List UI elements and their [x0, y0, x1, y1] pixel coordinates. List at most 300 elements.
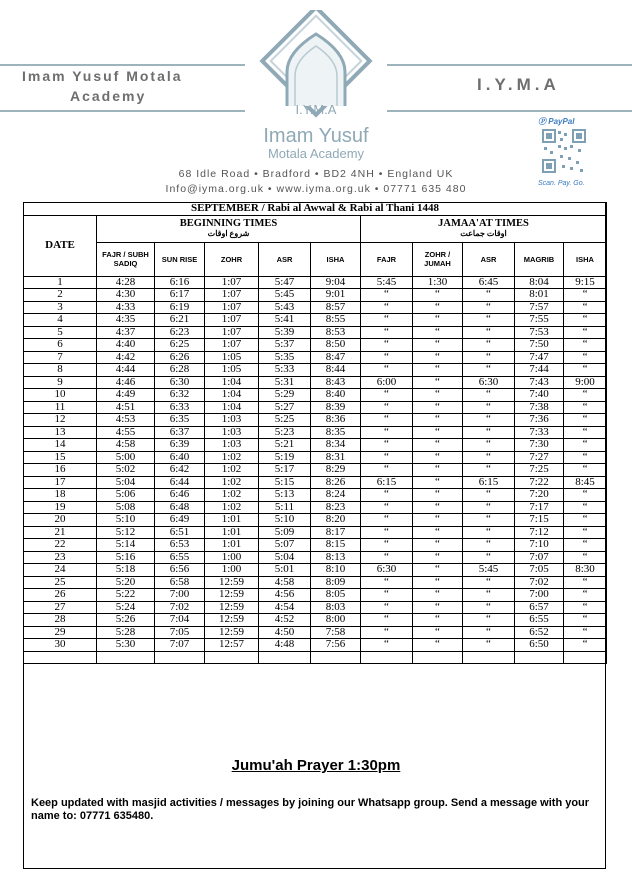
table-row	[24, 626, 607, 639]
time-cell: 6:15	[361, 476, 413, 489]
time-cell: 7:30	[515, 439, 564, 452]
time-cell: 6:37	[155, 426, 205, 439]
time-cell: 1:01	[205, 526, 259, 539]
blank-cell	[155, 651, 205, 664]
time-cell: “	[361, 514, 413, 527]
time-cell: 6:26	[155, 351, 205, 364]
time-cell: 6:33	[155, 401, 205, 414]
time-cell: “	[564, 514, 607, 527]
table-row	[24, 564, 607, 577]
blank-cell	[97, 651, 155, 664]
time-cell: 5:12	[97, 526, 155, 539]
col-header-zohr-jamaat: ZOHR / JUMAH	[413, 242, 463, 276]
time-cell: 1:02	[205, 451, 259, 464]
time-cell: 9:15	[564, 276, 607, 289]
time-cell: 5:47	[259, 276, 311, 289]
time-cell: “	[564, 589, 607, 602]
time-cell: 6:32	[155, 389, 205, 402]
time-cell: 6:23	[155, 326, 205, 339]
table-row	[24, 526, 607, 539]
blank-cell	[259, 651, 311, 664]
time-cell: 9:00	[564, 376, 607, 389]
time-cell: 8:57	[311, 301, 361, 314]
time-cell: “	[413, 551, 463, 564]
academy-logo-icon	[245, 10, 387, 130]
time-cell: 5:45	[361, 276, 413, 289]
time-cell: “	[564, 639, 607, 652]
blank-cell	[205, 651, 259, 664]
time-cell: “	[564, 501, 607, 514]
col-header-sunrise: SUN RISE	[155, 242, 205, 276]
time-cell: 7:50	[515, 339, 564, 352]
time-cell: 8:03	[311, 601, 361, 614]
date-cell: 10	[24, 389, 97, 402]
time-cell: 12:59	[205, 576, 259, 589]
col-header-fajr-jamaat: FAJR	[361, 242, 413, 276]
time-cell: 5:10	[259, 514, 311, 527]
time-cell: “	[463, 289, 515, 302]
time-cell: 7:43	[515, 376, 564, 389]
time-cell: 5:07	[259, 539, 311, 552]
time-cell: 8:35	[311, 426, 361, 439]
time-cell: 7:15	[515, 514, 564, 527]
date-cell: 30	[24, 639, 97, 652]
time-cell: 6:42	[155, 464, 205, 477]
paypal-caption: Scan. Pay. Go.	[538, 180, 585, 187]
time-cell: 5:08	[97, 501, 155, 514]
blank-cell	[413, 651, 463, 664]
paypal-qr-code-icon[interactable]	[542, 129, 586, 173]
time-cell: 1:00	[205, 564, 259, 577]
time-cell: “	[413, 289, 463, 302]
time-cell: 7:44	[515, 364, 564, 377]
time-cell: 5:14	[97, 539, 155, 552]
time-cell: “	[413, 489, 463, 502]
time-cell: “	[413, 464, 463, 477]
time-cell: 5:09	[259, 526, 311, 539]
jamaat-times-label: JAMAA'AT TIMES	[438, 218, 529, 229]
time-cell: 8:40	[311, 389, 361, 402]
time-cell: “	[564, 464, 607, 477]
time-cell: 12:57	[205, 639, 259, 652]
paypal-label: Ⓟ PayPal	[538, 117, 575, 126]
time-cell: “	[564, 526, 607, 539]
time-cell: 4:44	[97, 364, 155, 377]
table-row	[24, 501, 607, 514]
time-cell: 5:13	[259, 489, 311, 502]
time-cell: 5:02	[97, 464, 155, 477]
time-cell: “	[564, 414, 607, 427]
time-cell: “	[463, 576, 515, 589]
time-cell: 1:03	[205, 439, 259, 452]
timetable-title: SEPTEMBER / Rabi al Awwal & Rabi al Thani 1448	[24, 203, 607, 216]
time-cell: 5:16	[97, 551, 155, 564]
time-cell: 4:56	[259, 589, 311, 602]
blank-cell	[515, 651, 564, 664]
col-header-zohr-begin: ZOHR	[205, 242, 259, 276]
time-cell: 9:01	[311, 289, 361, 302]
time-cell: 1:05	[205, 351, 259, 364]
time-cell: 5:00	[97, 451, 155, 464]
time-cell: 6:51	[155, 526, 205, 539]
time-cell: 6:30	[155, 376, 205, 389]
table-row	[24, 601, 607, 614]
time-cell: 7:47	[515, 351, 564, 364]
time-cell: 1:02	[205, 464, 259, 477]
table-row	[24, 389, 607, 402]
time-cell: 4:54	[259, 601, 311, 614]
time-cell: 5:19	[259, 451, 311, 464]
time-cell: “	[361, 301, 413, 314]
time-cell: 1:03	[205, 414, 259, 427]
time-cell: 8:39	[311, 401, 361, 414]
table-row	[24, 364, 607, 377]
table-row	[24, 326, 607, 339]
time-cell: “	[413, 526, 463, 539]
time-cell: “	[564, 576, 607, 589]
time-cell: 6:00	[361, 376, 413, 389]
time-cell: 8:05	[311, 589, 361, 602]
time-cell: “	[564, 389, 607, 402]
blank-cell	[24, 651, 97, 664]
time-cell: 7:58	[311, 626, 361, 639]
time-cell: 7:17	[515, 501, 564, 514]
time-cell: 8:36	[311, 414, 361, 427]
time-cell: 8:04	[515, 276, 564, 289]
time-cell: 5:41	[259, 314, 311, 327]
col-header-asr-jamaat: ASR	[463, 242, 515, 276]
time-cell: 1:02	[205, 501, 259, 514]
time-cell: “	[463, 514, 515, 527]
table-row	[24, 339, 607, 352]
time-cell: 6:50	[515, 639, 564, 652]
time-cell: 12:59	[205, 614, 259, 627]
time-cell: 4:35	[97, 314, 155, 327]
table-row	[24, 301, 607, 314]
time-cell: 4:49	[97, 389, 155, 402]
time-cell: “	[361, 351, 413, 364]
time-cell: 8:29	[311, 464, 361, 477]
time-cell: “	[413, 626, 463, 639]
time-cell: “	[361, 289, 413, 302]
time-cell: 1:02	[205, 489, 259, 502]
time-cell: 5:17	[259, 464, 311, 477]
time-cell: 8:47	[311, 351, 361, 364]
time-cell: 8:01	[515, 289, 564, 302]
time-cell: 4:42	[97, 351, 155, 364]
time-cell: 4:58	[97, 439, 155, 452]
time-cell: “	[361, 576, 413, 589]
date-cell: 22	[24, 539, 97, 552]
time-cell: 7:00	[155, 589, 205, 602]
time-cell: 1:07	[205, 326, 259, 339]
time-cell: “	[463, 414, 515, 427]
time-cell: “	[463, 439, 515, 452]
time-cell: 6:46	[155, 489, 205, 502]
time-cell: “	[361, 364, 413, 377]
blank-cell	[564, 651, 607, 664]
time-cell: 6:30	[463, 376, 515, 389]
time-cell: 1:07	[205, 301, 259, 314]
time-cell: “	[463, 426, 515, 439]
time-cell: 12:59	[205, 601, 259, 614]
time-cell: 5:45	[463, 564, 515, 577]
time-cell: 4:33	[97, 301, 155, 314]
academy-name-line2: Academy	[70, 88, 147, 104]
time-cell: 1:00	[205, 551, 259, 564]
table-row	[24, 464, 607, 477]
time-cell: “	[413, 426, 463, 439]
time-cell: 8:43	[311, 376, 361, 389]
time-cell: “	[413, 401, 463, 414]
time-cell: 5:21	[259, 439, 311, 452]
time-cell: 6:49	[155, 514, 205, 527]
time-cell: 8:09	[311, 576, 361, 589]
time-cell: 6:55	[155, 551, 205, 564]
time-cell: 5:30	[97, 639, 155, 652]
time-cell: 5:06	[97, 489, 155, 502]
time-cell: 6:44	[155, 476, 205, 489]
time-cell: “	[413, 439, 463, 452]
time-cell: 7:56	[311, 639, 361, 652]
time-cell: 7:07	[155, 639, 205, 652]
time-cell: 8:50	[311, 339, 361, 352]
paypal-icon: Ⓟ	[538, 117, 549, 126]
time-cell: “	[361, 626, 413, 639]
time-cell: 7:53	[515, 326, 564, 339]
time-cell: “	[361, 464, 413, 477]
logo-text: I.Y.M.A	[295, 102, 337, 117]
time-cell: “	[413, 601, 463, 614]
time-cell: 1:07	[205, 276, 259, 289]
time-cell: 7:05	[515, 564, 564, 577]
date-cell: 19	[24, 501, 97, 514]
blank-cell	[311, 651, 361, 664]
time-cell: 5:31	[259, 376, 311, 389]
time-cell: “	[413, 476, 463, 489]
column-header-row	[24, 242, 607, 276]
time-cell: 1:02	[205, 476, 259, 489]
time-cell: 5:24	[97, 601, 155, 614]
time-cell: 5:39	[259, 326, 311, 339]
table-row	[24, 426, 607, 439]
time-cell: 4:50	[259, 626, 311, 639]
date-cell: 28	[24, 614, 97, 627]
paypal-block	[538, 116, 598, 187]
time-cell: 5:01	[259, 564, 311, 577]
time-cell: “	[463, 451, 515, 464]
time-cell: 4:53	[97, 414, 155, 427]
time-cell: 8:44	[311, 364, 361, 377]
contact-info: Info@iyma.org.uk • www.iyma.org.uk • 07771 635 480	[165, 183, 467, 195]
date-cell: 14	[24, 439, 97, 452]
time-cell: 6:45	[463, 276, 515, 289]
time-cell: “	[361, 614, 413, 627]
time-cell: 7:12	[515, 526, 564, 539]
time-cell: 5:18	[97, 564, 155, 577]
time-cell: 5:11	[259, 501, 311, 514]
time-cell: 8:00	[311, 614, 361, 627]
time-cell: “	[463, 601, 515, 614]
time-cell: 5:37	[259, 339, 311, 352]
time-cell: 7:02	[515, 576, 564, 589]
time-cell: “	[463, 489, 515, 502]
time-cell: 8:20	[311, 514, 361, 527]
time-cell: 6:17	[155, 289, 205, 302]
time-cell: 6:40	[155, 451, 205, 464]
logo-name-line1: Imam Yusuf	[263, 125, 369, 147]
time-cell: 7:04	[155, 614, 205, 627]
jumuah-prayer-time: Jumu'ah Prayer 1:30pm	[231, 757, 401, 774]
time-cell: 5:04	[259, 551, 311, 564]
time-cell: 1:01	[205, 539, 259, 552]
date-cell: 15	[24, 451, 97, 464]
time-cell: 7:33	[515, 426, 564, 439]
table-row	[24, 539, 607, 552]
time-cell: “	[361, 589, 413, 602]
time-cell: “	[564, 539, 607, 552]
table-row	[24, 639, 607, 652]
time-cell: 5:04	[97, 476, 155, 489]
time-cell: 7:05	[155, 626, 205, 639]
time-cell: “	[463, 526, 515, 539]
time-cell: “	[361, 601, 413, 614]
time-cell: 6:35	[155, 414, 205, 427]
time-cell: 6:48	[155, 501, 205, 514]
time-cell: 8:15	[311, 539, 361, 552]
table-row	[24, 376, 607, 389]
time-cell: 1:03	[205, 426, 259, 439]
time-cell: “	[564, 614, 607, 627]
time-cell: 6:56	[155, 564, 205, 577]
address: 68 Idle Road • Bradford • BD2 4NH • England UK	[178, 168, 454, 180]
date-cell: 23	[24, 551, 97, 564]
time-cell: “	[564, 601, 607, 614]
time-cell: “	[361, 339, 413, 352]
timetable-group-header-row	[24, 215, 607, 242]
time-cell: “	[413, 326, 463, 339]
table-row	[24, 576, 607, 589]
date-cell: 21	[24, 526, 97, 539]
time-cell: 4:55	[97, 426, 155, 439]
jamaat-times-arabic: اوقات جماعت	[460, 229, 507, 238]
time-cell: “	[564, 314, 607, 327]
time-cell: 7:36	[515, 414, 564, 427]
prayer-timetable	[23, 202, 607, 664]
date-cell: 27	[24, 601, 97, 614]
time-cell: “	[413, 389, 463, 402]
time-cell: 8:26	[311, 476, 361, 489]
time-cell: 1:07	[205, 289, 259, 302]
time-cell: 7:22	[515, 476, 564, 489]
time-cell: “	[463, 539, 515, 552]
time-cell: “	[361, 414, 413, 427]
time-cell: 4:30	[97, 289, 155, 302]
date-cell: 11	[24, 401, 97, 414]
time-cell: “	[361, 426, 413, 439]
time-cell: “	[564, 489, 607, 502]
table-row	[24, 401, 607, 414]
time-cell: 5:26	[97, 614, 155, 627]
time-cell: 7:57	[515, 301, 564, 314]
time-cell: “	[463, 464, 515, 477]
time-cell: “	[564, 401, 607, 414]
beginning-times-label: BEGINNING TIMES	[179, 218, 278, 229]
blank-row	[24, 651, 607, 664]
time-cell: “	[463, 551, 515, 564]
date-cell: 12	[24, 414, 97, 427]
time-cell: 5:25	[259, 414, 311, 427]
time-cell: “	[463, 501, 515, 514]
time-cell: 6:25	[155, 339, 205, 352]
time-cell: 7:55	[515, 314, 564, 327]
time-cell: 8:24	[311, 489, 361, 502]
time-cell: “	[361, 401, 413, 414]
col-header-asr-begin: ASR	[259, 242, 311, 276]
time-cell: “	[463, 364, 515, 377]
time-cell: “	[413, 589, 463, 602]
time-cell: 7:07	[515, 551, 564, 564]
time-cell: 5:43	[259, 301, 311, 314]
time-cell: 4:58	[259, 576, 311, 589]
time-cell: “	[463, 389, 515, 402]
time-cell: 6:55	[515, 614, 564, 627]
date-cell: 20	[24, 514, 97, 527]
time-cell: “	[463, 639, 515, 652]
time-cell: 7:27	[515, 451, 564, 464]
time-cell: “	[361, 314, 413, 327]
time-cell: “	[413, 376, 463, 389]
time-cell: “	[413, 639, 463, 652]
time-cell: “	[564, 351, 607, 364]
time-cell: 7:02	[155, 601, 205, 614]
date-cell: 26	[24, 589, 97, 602]
date-cell: 2	[24, 289, 97, 302]
time-cell: “	[413, 564, 463, 577]
time-cell: 6:39	[155, 439, 205, 452]
time-cell: “	[413, 301, 463, 314]
time-cell: “	[463, 401, 515, 414]
time-cell: 5:33	[259, 364, 311, 377]
time-cell: “	[413, 614, 463, 627]
time-cell: 8:31	[311, 451, 361, 464]
time-cell: “	[361, 439, 413, 452]
time-cell: 1:04	[205, 376, 259, 389]
time-cell: 8:45	[564, 476, 607, 489]
time-cell: 1:30	[413, 276, 463, 289]
date-cell: 29	[24, 626, 97, 639]
jamaat-times-header	[361, 215, 607, 242]
time-cell: 6:21	[155, 314, 205, 327]
table-row	[24, 514, 607, 527]
time-cell: 1:04	[205, 389, 259, 402]
header-academy-name	[0, 64, 245, 112]
time-cell: 4:40	[97, 339, 155, 352]
time-cell: 8:30	[564, 564, 607, 577]
time-cell: 4:51	[97, 401, 155, 414]
time-cell: 4:28	[97, 276, 155, 289]
time-cell: “	[361, 551, 413, 564]
date-cell: 17	[24, 476, 97, 489]
time-cell: “	[361, 639, 413, 652]
time-cell: “	[361, 389, 413, 402]
time-cell: 5:27	[259, 401, 311, 414]
whatsapp-note: Keep updated with masjid activities / messages by joining our Whatsapp group. Send a message with your name to: 07771 635480.	[31, 797, 590, 822]
date-cell: 7	[24, 351, 97, 364]
time-cell: 8:13	[311, 551, 361, 564]
time-cell: 5:15	[259, 476, 311, 489]
date-cell: 25	[24, 576, 97, 589]
